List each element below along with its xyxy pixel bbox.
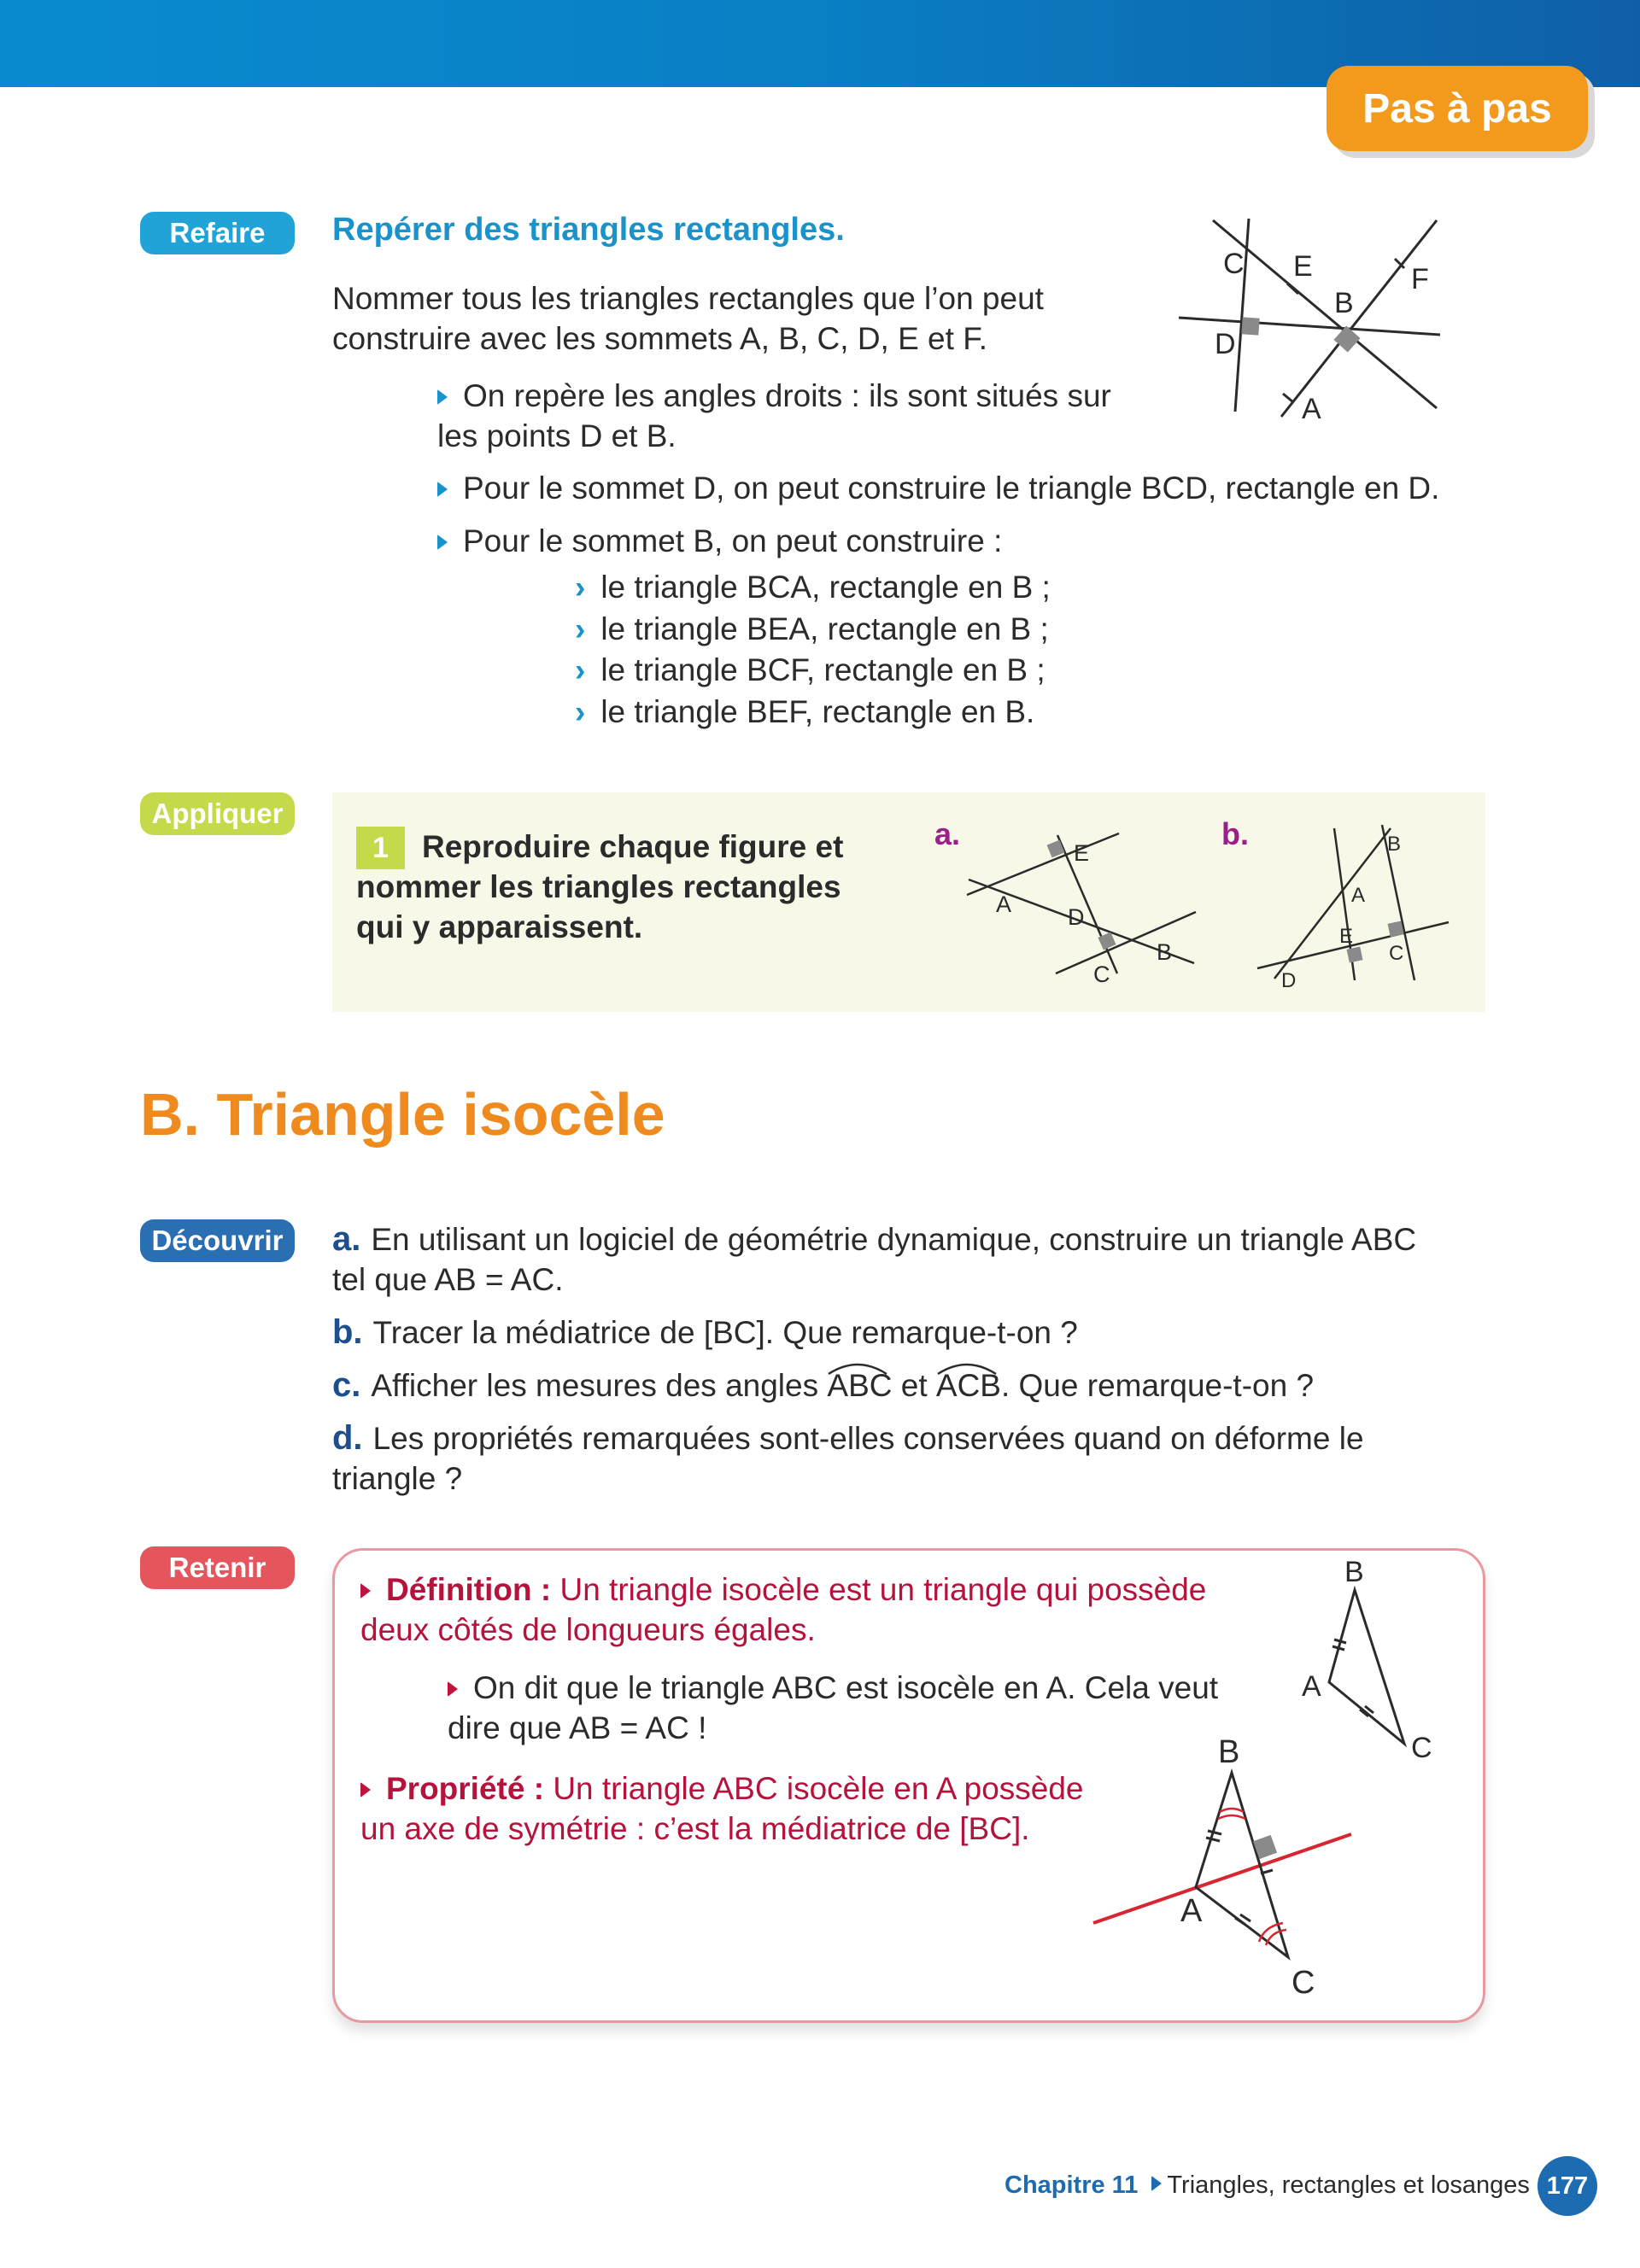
refaire-intro-line1: Nommer tous les triangles rectangles que l’on peut <box>332 281 1044 316</box>
point-label-A: A <box>1180 1893 1203 1929</box>
decouvrir-item-b <box>332 1312 1078 1353</box>
item-letter: c. <box>332 1366 361 1404</box>
exercise-line2: nommer les triangles rectangles <box>356 869 841 904</box>
definition-block <box>360 1569 1206 1650</box>
refaire-intro <box>332 278 1044 359</box>
refaire-badge: Refaire <box>140 212 295 254</box>
exercise-line3: qui y apparaissent. <box>356 909 643 944</box>
refaire-step3-text: Pour le sommet B, on peut construire : <box>463 523 1003 558</box>
refaire-step1 <box>437 376 1111 456</box>
refaire-title: Repérer des triangles rectangles. <box>332 212 845 248</box>
point-label-A: A <box>1302 1670 1321 1703</box>
angle-acb: ACB <box>936 1365 1001 1406</box>
point-label-B: B <box>1387 833 1402 856</box>
exercise-line1: Reproduire chaque figure et <box>422 829 844 864</box>
point-label-F: F <box>1411 263 1429 295</box>
point-label-B: B <box>1334 287 1354 319</box>
decouvrir-a-line1: En utilisant un logiciel de géométrie dynamique, construire un triangle ABC <box>371 1222 1417 1257</box>
point-label-A: A <box>1351 884 1366 907</box>
property-line1: Un triangle ABC isocèle en A possède <box>553 1771 1084 1806</box>
definition-line2: deux côtés de longueurs égales. <box>360 1612 816 1647</box>
property-block <box>360 1768 1084 1849</box>
point-label-C: C <box>1093 962 1110 987</box>
point-label-D: D <box>1281 969 1297 992</box>
note-line1: On dit que le triangle ABC est isocèle en A. Cela veut <box>473 1670 1219 1705</box>
item-letter: b. <box>332 1313 363 1351</box>
pas-a-pas-tab: Pas à pas <box>1327 66 1588 151</box>
chevron-right-icon: › <box>575 693 586 729</box>
figure-b-label: b. <box>1221 816 1249 851</box>
point-label-C: C <box>1292 1965 1315 2001</box>
decouvrir-d-line2: triangle ? <box>332 1461 463 1496</box>
decouvrir-item-d <box>332 1418 1364 1499</box>
point-label-D: D <box>1215 328 1236 360</box>
chevron-right-icon: › <box>575 611 586 646</box>
refaire-step3 <box>437 521 1002 561</box>
refaire-step1-line2: les points D et B. <box>437 418 676 453</box>
bullet-icon <box>1151 2176 1162 2191</box>
point-label-E: E <box>1074 840 1090 866</box>
decouvrir-badge: Découvrir <box>140 1219 295 1262</box>
bullet-icon <box>448 1681 458 1697</box>
list-item: › le triangle BCA, rectangle en B ; <box>575 570 1051 605</box>
property-line2: un axe de symétrie : c’est la médiatrice de [BC]. <box>360 1811 1030 1846</box>
list-item: › le triangle BEA, rectangle en B ; <box>575 611 1049 646</box>
retenir-badge: Retenir <box>140 1546 295 1589</box>
decouvrir-b-text: Tracer la médiatrice de [BC]. Que remarque-t-on ? <box>372 1315 1078 1350</box>
appliquer-badge: Appliquer <box>140 792 295 835</box>
bullet-icon <box>437 482 448 497</box>
point-label-E: E <box>1339 925 1354 948</box>
point-label-B: B <box>1218 1734 1240 1770</box>
property-label: Propriété : <box>386 1771 545 1806</box>
refaire-step1-line1: On repère les angles droits : ils sont situés sur <box>463 378 1111 413</box>
bullet-icon <box>360 1782 371 1797</box>
refaire-intro-line2: construire avec les sommets A, B, C, D, E et F. <box>332 321 987 356</box>
point-label-E: E <box>1293 250 1313 283</box>
bullet-icon <box>437 389 448 405</box>
isosceles-figure <box>1298 1554 1444 1764</box>
angle-hat-icon <box>936 1360 998 1376</box>
decouvrir-c-pre: Afficher les mesures des angles <box>371 1368 819 1403</box>
decouvrir-item-c <box>332 1365 1314 1406</box>
decouvrir-d-line1: Les propriétés remarquées sont-elles conservées quand on déforme le <box>372 1421 1364 1456</box>
section-title: B. Triangle isocèle <box>140 1081 665 1148</box>
footer-chapter <box>1004 2172 1530 2200</box>
angle-abc: ABC <box>827 1365 892 1406</box>
item-letter: d. <box>332 1419 363 1457</box>
exercise-figure-b <box>1254 821 1459 992</box>
chapter-number: Chapitre 11 <box>1004 2172 1139 2199</box>
point-label-A: A <box>1302 393 1321 425</box>
decouvrir-c-mid: et <box>900 1368 928 1403</box>
bullet-icon <box>360 1583 371 1599</box>
item-letter: a. <box>332 1220 361 1258</box>
refaire-step2-text: Pour le sommet D, on peut construire le triangle BCD, rectangle en D. <box>463 471 1440 506</box>
point-label-A: A <box>996 891 1012 917</box>
refaire-figure <box>1170 213 1452 427</box>
list-item: › le triangle BEF, rectangle en B. <box>575 693 1035 729</box>
decouvrir-c-post: . Que remarque-t-on ? <box>1000 1368 1315 1403</box>
point-label-C: C <box>1411 1732 1432 1764</box>
bullet-icon <box>437 535 448 550</box>
list-item: › le triangle BCF, rectangle en B ; <box>575 652 1046 687</box>
exercise-number: 1 <box>356 827 405 869</box>
figure-a-label: a. <box>934 816 961 851</box>
point-label-B: B <box>1157 939 1173 965</box>
refaire-sub-list <box>575 567 1051 733</box>
chapter-title: Triangles, rectangles et losanges <box>1167 2172 1530 2199</box>
definition-label: Définition : <box>386 1572 552 1607</box>
angle-hat-icon <box>827 1360 888 1376</box>
note-line2: dire que AB = AC ! <box>448 1710 707 1745</box>
point-label-C: C <box>1223 248 1245 280</box>
chevron-right-icon: › <box>575 570 586 605</box>
definition-line1: Un triangle isocèle est un triangle qui possède <box>559 1572 1207 1607</box>
page-number: 177 <box>1538 2156 1597 2216</box>
decouvrir-a-line2: tel que AB = AC. <box>332 1262 564 1297</box>
point-label-B: B <box>1344 1556 1364 1588</box>
point-label-D: D <box>1068 904 1085 930</box>
symmetry-axis-figure <box>1085 1733 1367 2001</box>
decouvrir-item-a <box>332 1219 1416 1300</box>
point-label-C: C <box>1389 942 1404 965</box>
exercise-figure-a <box>965 827 1204 989</box>
refaire-step2 <box>437 468 1439 508</box>
chevron-right-icon: › <box>575 652 586 687</box>
